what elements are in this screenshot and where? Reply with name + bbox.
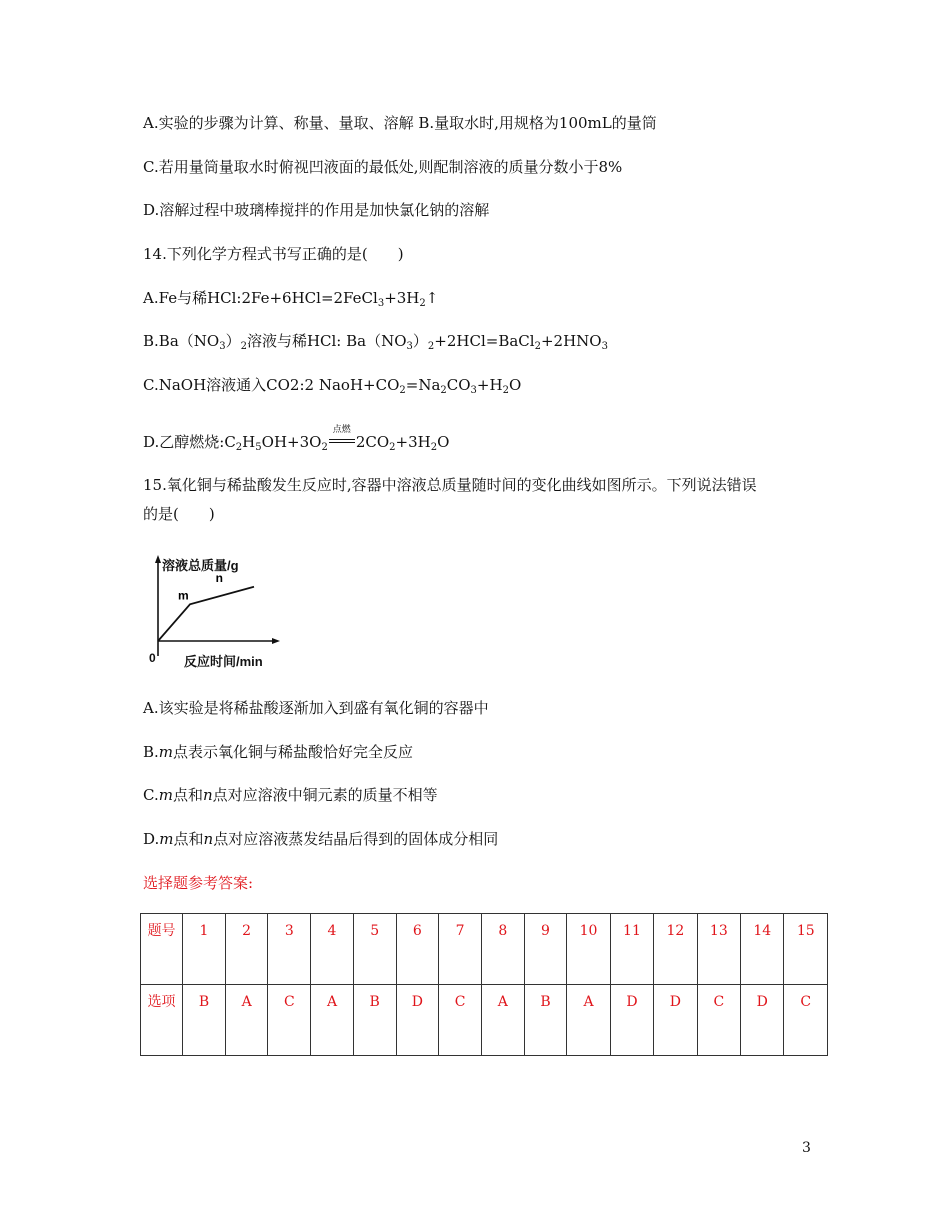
- answer-number-cell: 1: [183, 914, 226, 985]
- q15-stem-line2: 的是( ): [143, 505, 215, 523]
- origin-label: 0: [149, 651, 156, 665]
- q14-stem: 14.下列化学方程式书写正确的是( ): [143, 245, 404, 263]
- answer-choice-cell: D: [654, 985, 697, 1056]
- answer-choice-cell: B: [353, 985, 396, 1056]
- answer-choice-cell: A: [567, 985, 610, 1056]
- x-axis-label: 反应时间/min: [184, 654, 263, 669]
- answer-choice-cell: D: [610, 985, 653, 1056]
- answer-number-row: [141, 914, 828, 985]
- page-number: 3: [802, 1140, 811, 1156]
- answer-choice-cell: C: [439, 985, 482, 1056]
- answer-choice-cell: C: [697, 985, 740, 1056]
- row-header-choice: 选项: [141, 985, 183, 1056]
- answer-number-cell: 9: [524, 914, 567, 985]
- q13-option-c: C.若用量筒量取水时俯视凹液面的最低处,则配制溶液的质量分数小于8%: [143, 158, 623, 176]
- q14-option-a: A.Fe与稀$HCl:2Fe+6HCl=2FeCl_3+3H_2↑$: [143, 289, 439, 309]
- answer-choice-cell: A: [481, 985, 524, 1056]
- answer-number-cell: 15: [784, 914, 828, 985]
- answer-choice-cell: B: [524, 985, 567, 1056]
- answer-number-cell: 8: [481, 914, 524, 985]
- answer-number-cell: 14: [741, 914, 784, 985]
- answer-choice-row: [141, 985, 828, 1056]
- answer-table: [140, 913, 828, 1056]
- answer-choice-cell: B: [183, 985, 226, 1056]
- answer-key-title: 选择题参考答案:: [143, 874, 254, 892]
- q14-option-d: D.乙醇燃烧$:C_2H_5OH+3O_2$ 点燃 $2CO_2+3H_2O$: [143, 425, 450, 453]
- answer-number-cell: 2: [225, 914, 268, 985]
- q13-option-d: D.溶解过程中玻璃棒搅拌的作用是加快氯化钠的溶解: [143, 201, 490, 219]
- answer-choice-cell: D: [396, 985, 439, 1056]
- answer-choice-cell: D: [741, 985, 784, 1056]
- answer-number-cell: 5: [353, 914, 396, 985]
- answer-number-cell: 12: [654, 914, 697, 985]
- answer-number-cell: 3: [268, 914, 311, 985]
- point-m-label: m: [178, 588, 189, 603]
- answer-choice-cell: A: [225, 985, 268, 1056]
- y-axis-label: 溶液总质量/g: [162, 558, 239, 573]
- point-n-label: n: [215, 570, 223, 585]
- answer-number-cell: 6: [396, 914, 439, 985]
- q15-option-d: D.m点和n点对应溶液蒸发结晶后得到的固体成分相同: [143, 830, 499, 848]
- q15-option-a: A.该实验是将稀盐酸逐渐加入到盛有氧化铜的容器中: [143, 699, 489, 717]
- q15-option-b: B.m点表示氧化铜与稀盐酸恰好完全反应: [143, 743, 414, 761]
- answer-choice-cell: C: [784, 985, 828, 1056]
- answer-number-cell: 7: [439, 914, 482, 985]
- y-axis-arrow-icon: [155, 555, 161, 563]
- q14-option-c: C.NaOH溶液通入CO2:2 $NaoH+CO_2=Na_2CO_3+H_2O$: [143, 376, 522, 396]
- answer-number-cell: 11: [610, 914, 653, 985]
- x-axis-arrow-icon: [272, 638, 280, 644]
- answer-choice-cell: A: [311, 985, 354, 1056]
- answer-choice-cell: C: [268, 985, 311, 1056]
- row-header-number: 题号: [141, 914, 183, 985]
- answer-number-cell: 10: [567, 914, 610, 985]
- answer-number-cell: 13: [697, 914, 740, 985]
- mass-curve: [158, 587, 254, 641]
- q15-option-c: C.m点和n点对应溶液中铜元素的质量不相等: [143, 786, 438, 804]
- up-arrow-icon: ↑: [425, 289, 439, 307]
- q14-option-b: $B.Ba(NO_3)_2$溶液与稀HCl: $Ba(NO_3)_2+2HCl=BaCl_2+2HNO_3$: [143, 332, 608, 352]
- q13-option-ab: A.实验的步骤为计算、称量、量取、溶解 B.量取水时,用规格为100mL的量筒: [143, 114, 657, 132]
- answer-number-cell: 4: [311, 914, 354, 985]
- mass-time-graph: [146, 551, 281, 671]
- combustion-condition: 点燃: [328, 432, 356, 452]
- q15-stem-line1: 15.氧化铜与稀盐酸发生反应时,容器中溶液总质量随时间的变化曲线如图所示。下列说法错误: [143, 476, 757, 494]
